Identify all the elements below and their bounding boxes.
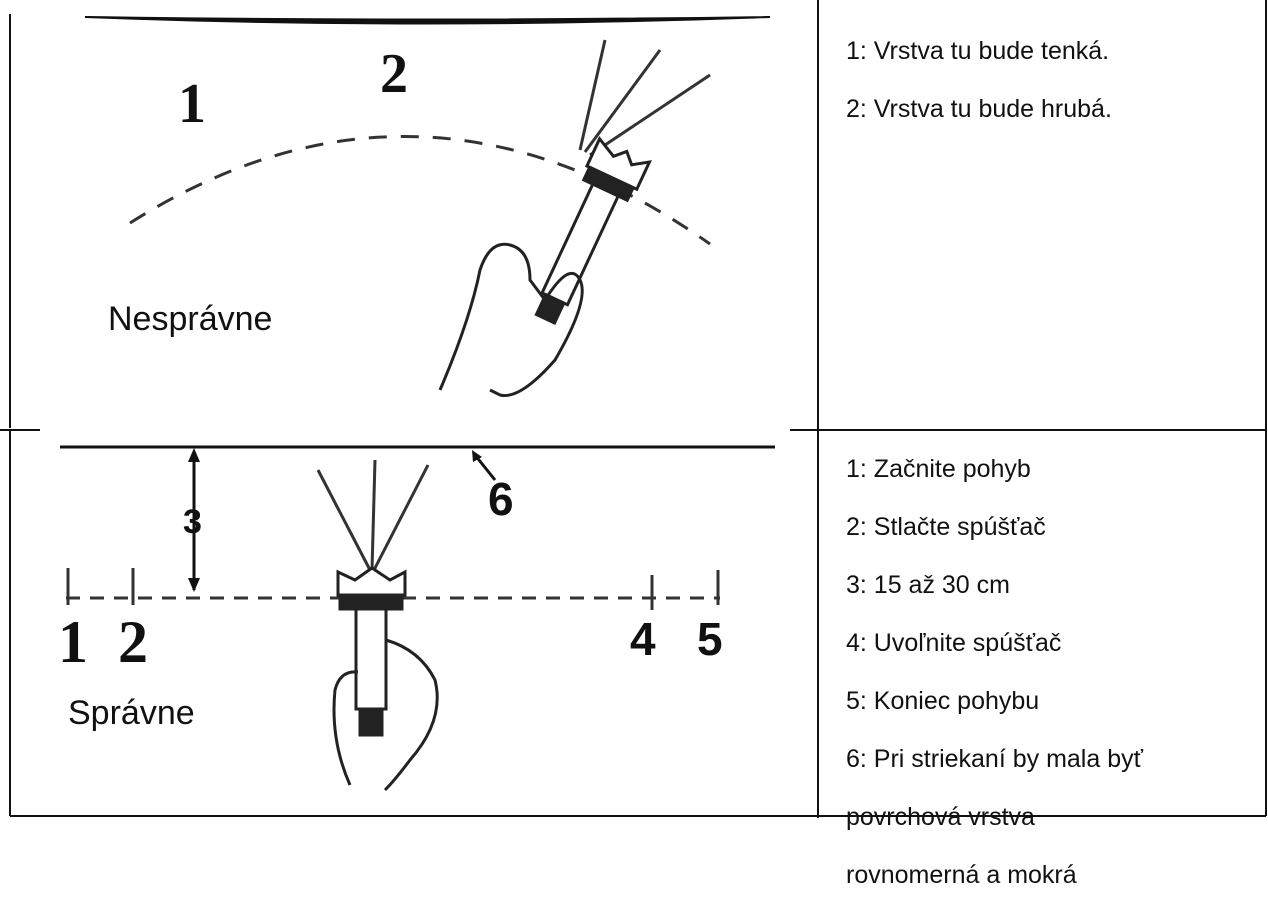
bottom-marker-4: 4 bbox=[630, 613, 656, 665]
bottom-label: Správne bbox=[68, 694, 195, 732]
bottom-marker-1: 1 bbox=[58, 609, 88, 675]
bottom-note-6c: rovnomerná a mokrá bbox=[846, 861, 1077, 889]
top-spray-gun-icon bbox=[521, 139, 649, 331]
bottom-illustration bbox=[60, 447, 775, 790]
bottom-spray-lines bbox=[318, 460, 428, 570]
top-label: Nesprávne bbox=[108, 300, 273, 338]
top-marker-1: 1 bbox=[178, 73, 206, 135]
top-note-1: 1: Vrstva tu bude tenká. bbox=[846, 37, 1110, 65]
bottom-spray-gun-icon bbox=[338, 568, 405, 735]
bottom-notes bbox=[846, 426, 1143, 919]
bottom-marker-3: 3 bbox=[183, 503, 202, 541]
bottom-note-5: 5: Koniec pohybu bbox=[846, 687, 1040, 715]
bottom-marker-5: 5 bbox=[697, 613, 723, 665]
bottom-marker-2: 2 bbox=[118, 609, 148, 675]
bottom-note-3: 3: 15 až 30 cm bbox=[846, 571, 1010, 599]
top-note-2: 2: Vrstva tu bude hrubá. bbox=[846, 95, 1112, 123]
bottom-marker-6: 6 bbox=[488, 473, 514, 525]
top-marker-2: 2 bbox=[380, 43, 408, 105]
top-surface-line bbox=[85, 17, 770, 24]
bottom-note-6: 6: Pri striekaní by mala byť bbox=[846, 745, 1143, 773]
bottom-note-4: 4: Uvoľnite spúšťač bbox=[846, 629, 1062, 657]
bottom-note-6b: povrchová vrstva bbox=[846, 803, 1035, 831]
top-notes bbox=[846, 8, 1112, 153]
bottom-note-1: 1: Začnite pohyb bbox=[846, 455, 1031, 483]
bottom-note-2: 2: Stlačte spúšťač bbox=[846, 513, 1046, 541]
